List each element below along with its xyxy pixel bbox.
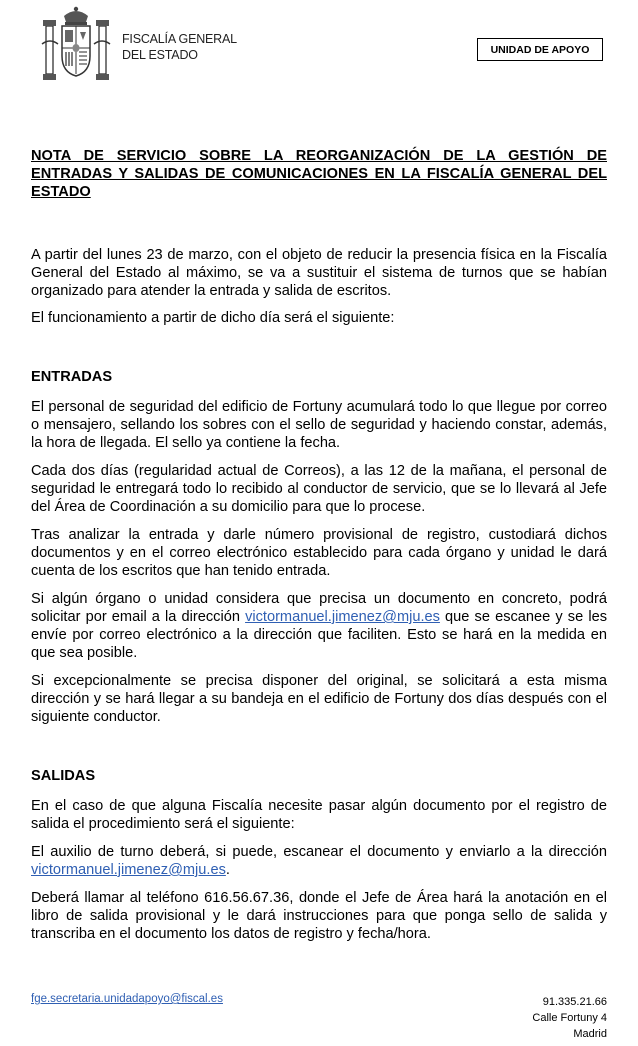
entradas-paragraph: Si excepcionalmente se precisa disponer del original, se solicitará a esta misma dirección y se hará llegar a su bandeja en el edificio de Fortuny dos días después con el siguiente conductor. [31, 673, 607, 725]
footer-contact [532, 994, 607, 1042]
intro-paragraph: A partir del lunes 23 de marzo, con el objeto de reducir la presencia física en la Fiscalía General del Estado al máximo, se va a sustituir el sistema de turnos que se habían organizado para atender la entrada y salida de escritos. [31, 247, 607, 299]
email-link[interactable]: victormanuel.jimenez@mju.es [245, 609, 440, 625]
section-heading-salidas: SALIDAS [31, 768, 96, 784]
salidas-paragraph: Deberá llamar al teléfono 616.56.67.36, donde el Jefe de Área hará la anotación en el libro de salida provisional y le dará instrucciones para que ponga sello de salida y transcriba en el documento los datos de registro y fecha/hora. [31, 890, 607, 942]
coat-of-arms-icon [38, 4, 114, 88]
entradas-paragraph: Cada dos días (regularidad actual de Correos), a las 12 de la mañana, el personal de seguridad le entregará todo lo recibido al conductor de servicio, que se lo llevará al Jefe del Área de Coordinación a su domicilio para que lo procese. [31, 463, 607, 515]
footer-phone: 91.335.21.66 [542, 996, 607, 1008]
organization-name-line1: FISCALÍA GENERAL [122, 32, 237, 46]
entradas-paragraph: El personal de seguridad del edificio de Fortuny acumulará todo lo que llegue por correo o mensajero, sellando los sobres con el sello de seguridad y haciendo constar, además, la hora de llegada. El sello ya contiene la fecha. [31, 399, 607, 451]
section-heading-entradas: ENTRADAS [31, 369, 113, 385]
intro-paragraph: El funcionamiento a partir de dicho día será el siguiente: [31, 310, 395, 326]
paragraph-text: El auxilio de turno deberá, si puede, escanear el documento y enviarlo a la dirección [31, 844, 607, 860]
organization-name-line2: DEL ESTADO [122, 48, 198, 62]
email-link[interactable]: victormanuel.jimenez@mju.es [31, 862, 226, 878]
footer-street: Calle Fortuny 4 [532, 1012, 607, 1024]
salidas-paragraph [31, 843, 607, 879]
footer-city: Madrid [573, 1028, 607, 1040]
letterhead [0, 0, 638, 100]
entradas-paragraph: Tras analizar la entrada y darle número provisional de registro, custodiará dichos documentos y en el correo electrónico establecido para cada órgano y unidad le dará cuenta de los escritos que han tenido entrada. [31, 527, 607, 579]
salidas-paragraph: En el caso de que alguna Fiscalía necesite pasar algún documento por el registro de salida el procedimiento será el siguiente: [31, 798, 607, 832]
footer-email-link[interactable]: fge.secretaria.unidadapoyo@fiscal.es [31, 993, 223, 1005]
paragraph-text: que se escanee y se les envíe por correo electrónico a la dirección que faciliten. Esto se hará en la medida en que sea posible. [31, 609, 607, 661]
entradas-paragraph [31, 590, 607, 662]
unit-label: UNIDAD DE APOYO [477, 38, 603, 61]
document-body [31, 147, 607, 943]
paragraph-text: Si algún órgano o unidad considera que precisa un documento en concreto, podrá solicitar por email a la dirección [31, 591, 607, 625]
document-title: NOTA DE SERVICIO SOBRE LA REORGANIZACIÓN DE LA GESTIÓN DE ENTRADAS Y SALIDAS DE COMUNICACIONES EN LA FISCALÍA GENERAL DEL ESTADO [31, 148, 607, 200]
paragraph-text: . [225, 862, 230, 878]
organization-name [122, 31, 237, 63]
